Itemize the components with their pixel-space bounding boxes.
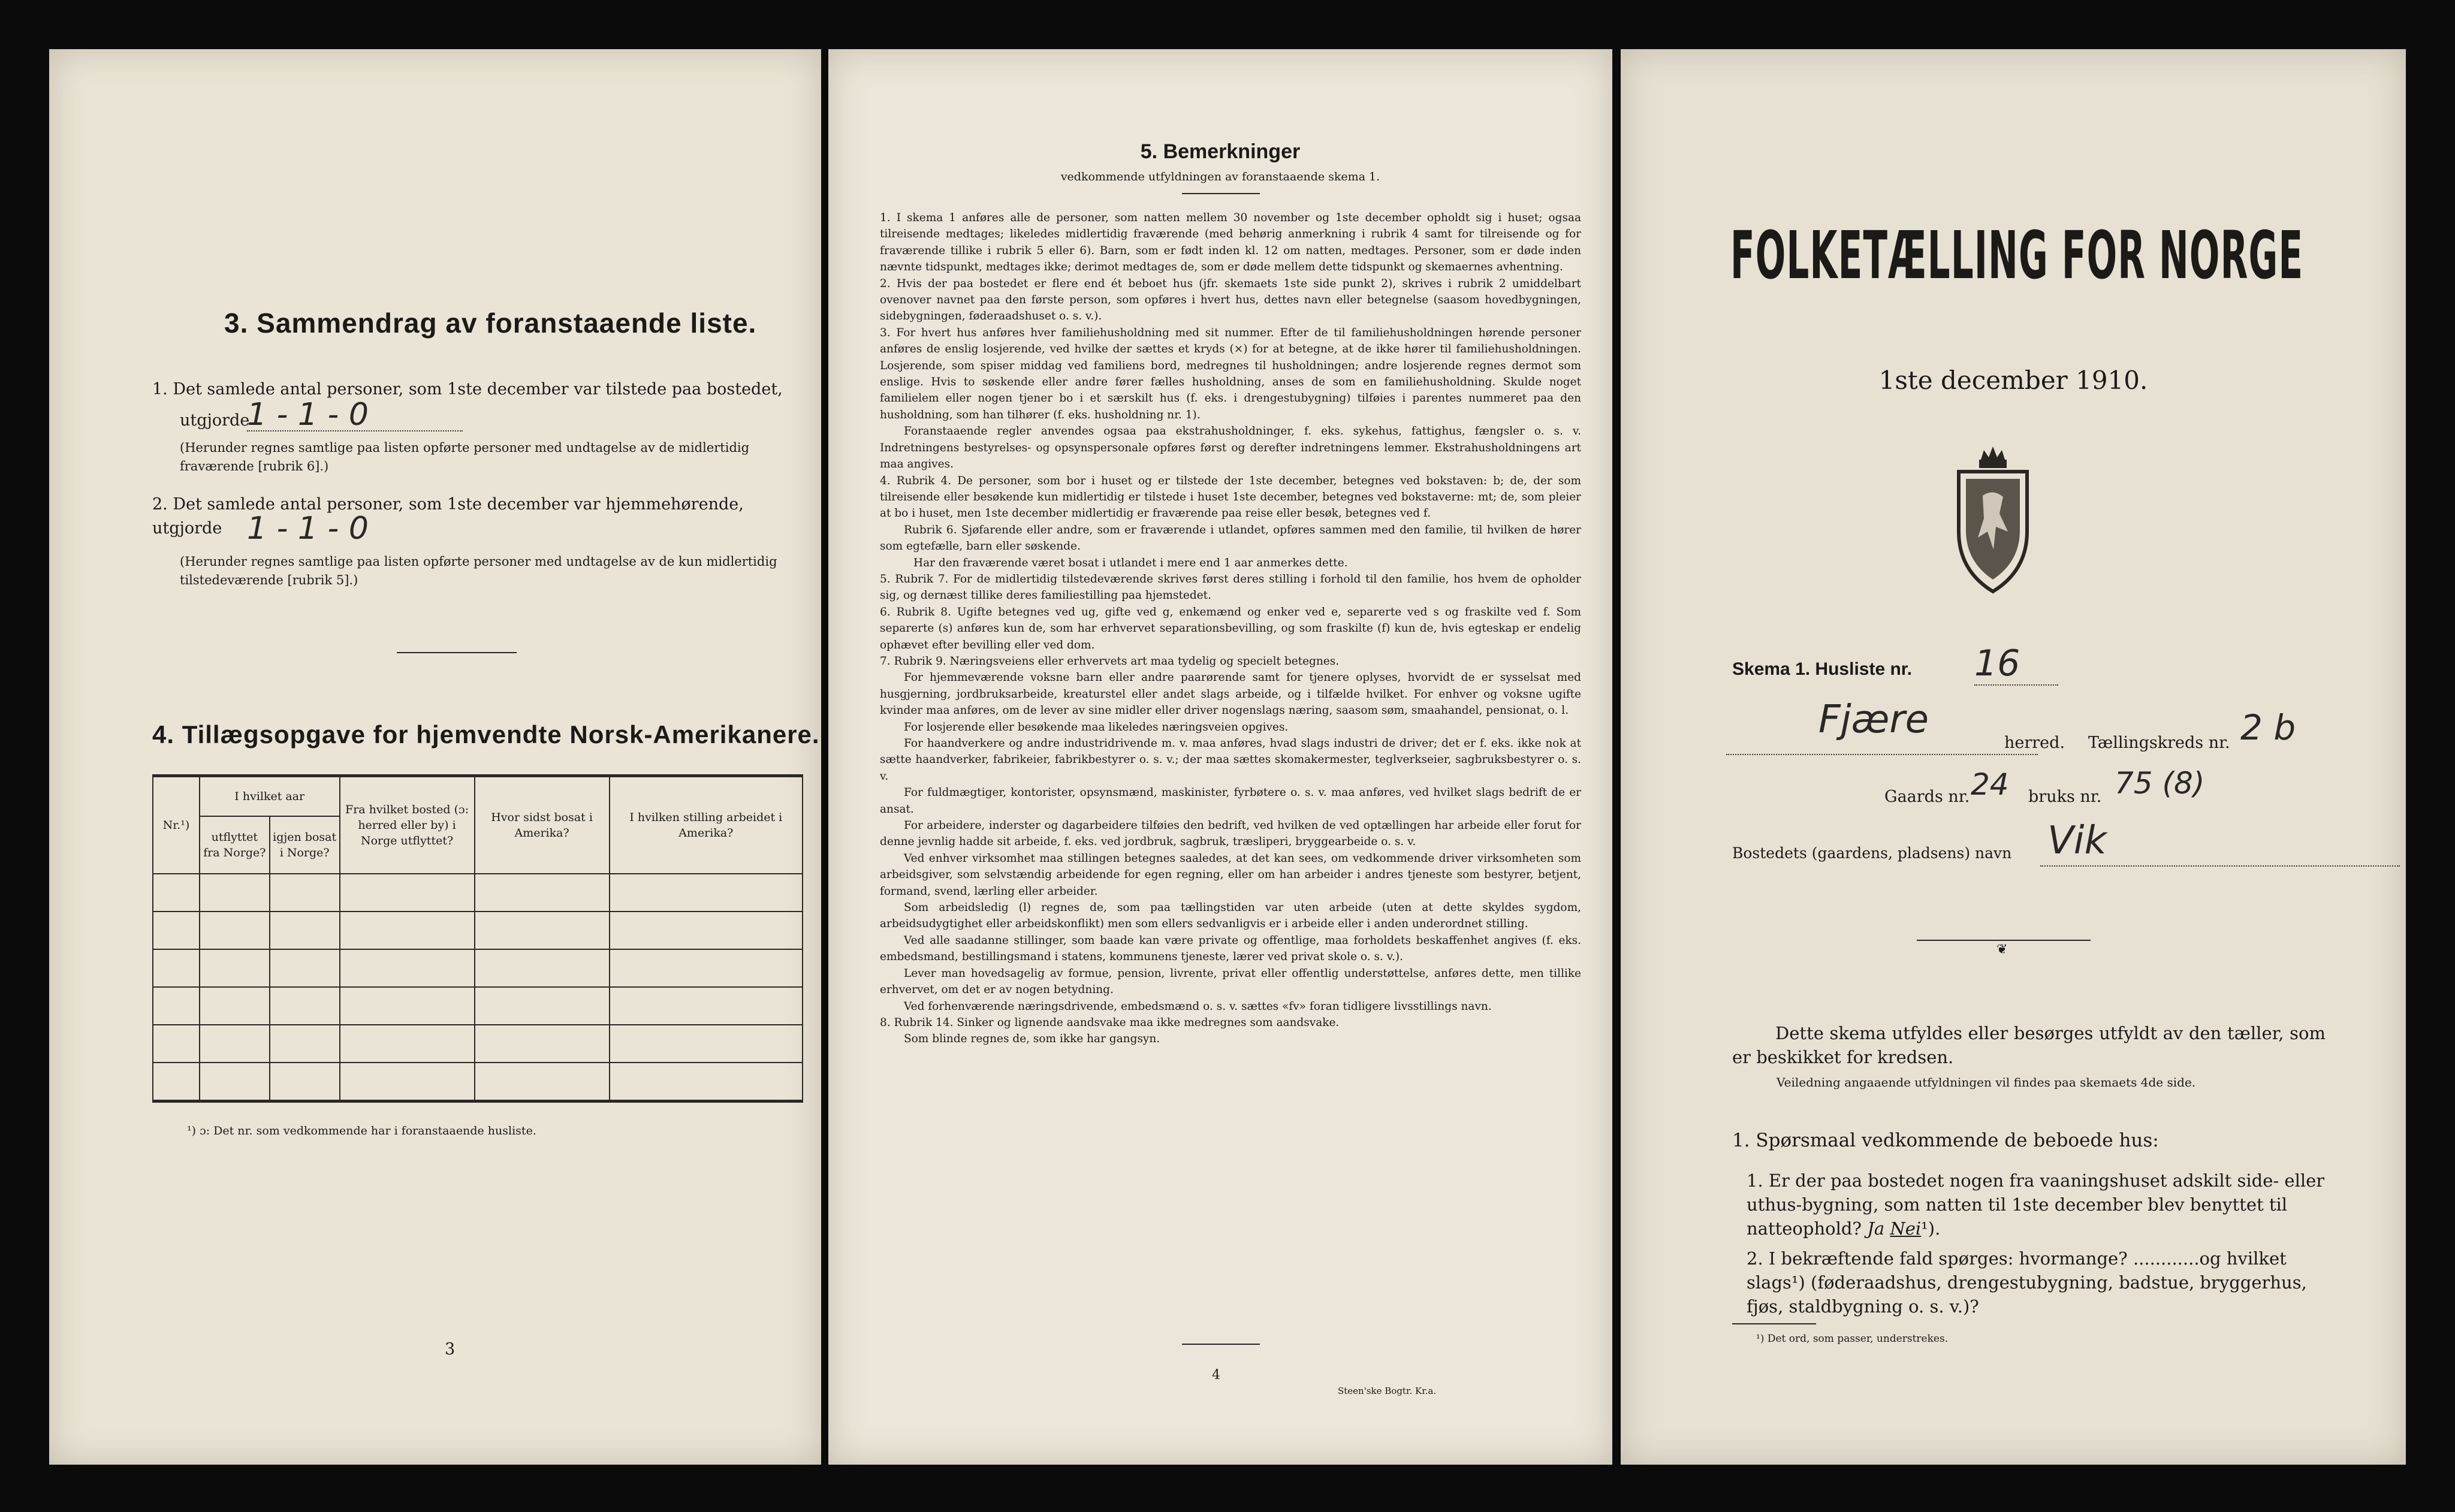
item-2-text: 2. Det samlede antal personer, som 1ste december var hjemmehørende, utgjorde [152, 495, 744, 538]
item-1-utgjorde: utgjorde [180, 411, 250, 430]
page-number: 3 [445, 1340, 456, 1359]
gaards-label: Gaards nr. [1884, 787, 1970, 806]
bosted-value: Vik [2047, 819, 2107, 863]
bruks-label: bruks nr. [2028, 787, 2102, 806]
table-row [153, 874, 803, 912]
remark-item: For fuldmægtiger, kontorister, opsynsmænd, maskinister, fyrbøtere o. s. v. maa anføres, ved hvilket slags bedrift de er ansat. [880, 786, 1581, 816]
remark-item: Som blinde regnes de, som ikke har gangsyn. [904, 1033, 1160, 1046]
remarks-list [880, 210, 1581, 1048]
col-utflyttet: utflyttet fra Norge? [200, 816, 270, 874]
divider [1732, 1323, 1816, 1324]
intro-note: Veiledning angaaende utfyldningen vil findes paa skemaets 4de side. [1777, 1075, 2196, 1090]
bruks-value: 75 (8) [2115, 766, 2205, 801]
remark-item: Rubrik 6. Sjøfarende eller andre, som er fraværende i utlandet, opføres sammen med den familie, til hvilken de hører som egtefælle, barn eller søskende. [880, 523, 1581, 553]
remark-item: 4. Rubrik 4. De personer, som bor i huset og er tilstede der 1ste december, betegnes ved bokstaven: b; de, der som tilreisende eller besøkende kun midlertidig er tilstede i huset 1ste december, betegnes ved bokstaverne: mt; de, som pleier at bo i huset, men 1ste december midlertidig er fraværende paa reise eller besøk, betegnes ved f. [880, 474, 1581, 520]
census-title: FOLKETÆLLING FOR NORGE [1730, 217, 2304, 294]
husliste-nr-value: 16 [1974, 642, 2058, 686]
answer-ja: Ja [1867, 1218, 1885, 1239]
footnote: ¹) Det ord, som passer, understrekes. [1756, 1333, 1949, 1345]
census-date: 1ste december 1910. [1878, 366, 2148, 395]
remark-item: For haandverkere og andre industridrivende m. v. maa anføres, hvad slags industri de driver; det er f. eks. ikke nok at sætte haandverker, fabrikeier, fabrikbestyrer o. s. v.; der maa sættes skomakermester, teglverkseier, sagbruksbestyrer o. s. v. [880, 737, 1581, 783]
ornament-icon: ❦ [1996, 942, 2008, 957]
remark-item: 5. Rubrik 7. For de midlertidig tilstedeværende skrives først deres stilling i forhold til den familie, hos hvem de opholder sig, og dernæst tillike deres familiestilling paa hjemstedet. [880, 572, 1581, 602]
question-1 [1747, 1169, 2328, 1241]
remark-item: 7. Rubrik 9. Næringsveiens eller erhvervets art maa tydelig og specielt betegnes. [880, 654, 1340, 668]
item-2-handwritten-value: 1 - 1 - 0 [247, 511, 369, 547]
item-1-note: (Herunder regnes samtlige paa listen opførte personer med undtagelse av de midlertidig fraværende [rubrik 6].) [180, 440, 750, 473]
remark-item: 3. For hvert hus anføres hver familiehusholdning med sit nummer. Efter de til familiehusholdningen hørende personer anføres de enslig losjerende, ved hvilke der sættes et kryds (×) for at betegne, at de ikke hører til familiehusholdningen. Losjerende, som spiser middag ved familiens bord, medregnes til husholdningen; andre losjerende regnes dermot som enslige. Hvis to søskende eller andre fører fælles husholdning, anses de som en familiehusholdning. Skulde noget familielem eller nogen tjener bo i et særskilt hus (f. eks. i drengestubygning) tilføies i parentes nummeret paa den husholdning, som han tilhører (f. eks. husholdning nr. 1). [880, 326, 1581, 421]
remarks-subtitle: vedkommende utfyldningen av foranstaaende skema 1. [1060, 170, 1380, 183]
remark-item: Ved forhenværende næringsdrivende, embedsmænd o. s. v. sættes «fv» foran tidligere livsstillings navn. [904, 1000, 1492, 1013]
col-group-year: I hvilket aar [200, 776, 340, 817]
krets-label: Tællingskreds nr. [2088, 734, 2230, 752]
remark-item: 8. Rubrik 14. Sinker og lignende aandsvake maa ikke medregnes som aandsvake. [880, 1016, 1340, 1029]
remark-item: Ved alle saadanne stillinger, som baade kan være private og offentlige, maa forholdets beskaffenhet angives (f. eks. embedsmand, bestillingsmand i statens, kommunens tjeneste, lærer ved privat skole o. s. v.). [880, 934, 1581, 964]
remark-item: 1. I skema 1 anføres alle de personer, som natten mellem 30 november og 1ste december opholdt sig i huset; ogsaa tilreisende medtages; likeledes midlertidig fraværende (med behørig anmerkning i rubrik 4 samt for tilreisende og for fraværende tillike i rubrik 5 eller 6). Barn, som er født inden kl. 12 om natten, medtages. Personer, som er døde inden nævnte tidspunkt, medtages ikke; derimot medtages de, som er døde mellem dette tidspunkt og skemaernes avhentning. [880, 212, 1581, 274]
bosted-line [2040, 865, 2400, 867]
divider [1917, 940, 2091, 941]
col-nr: Nr.¹) [153, 776, 200, 874]
item-1-handwritten-value: 1 - 1 - 0 [247, 397, 369, 433]
norsk-amerikanere-table [152, 774, 803, 1103]
skema-label: Skema 1. Husliste nr. [1732, 659, 1913, 679]
table-row [153, 912, 803, 949]
section-4-title: 4. Tillægsopgave for hjemvendte Norsk-Amerikanere. [152, 720, 820, 749]
table-row [153, 949, 803, 987]
questions-title: 1. Spørsmaal vedkommende de beboede hus: [1732, 1130, 2159, 1151]
col-hvor: Hvor sidst bosat i Amerika? [475, 776, 610, 874]
remark-item: Har den fraværende været bosat i utlandet i mere end 1 aar anmerkes dette. [913, 556, 1348, 569]
remarks-title: 5. Bemerkninger [1140, 140, 1301, 163]
table-footnote: ¹) ɔ: Det nr. som vedkommende har i foranstaaende husliste. [187, 1124, 536, 1137]
remark-item: For losjerende eller besøkende maa likeledes næringsveien opgives. [904, 720, 1289, 734]
page-number: 4 [1212, 1368, 1220, 1383]
remark-item: For hjemmeværende voksne barn eller andre paarørende samt for tjenere oplyses, hvorvidt de er sysselsat med husgjerning, jordbruksarbeide, kreaturstel eller andet slags arbeide, og i tilfælde hvilket. For enhver og voksne ugifte kvinder maa anføres, om de lever av sine midler eller driver nogenslags næring, saasom søm, smaahandel, pensionat, o. l. [880, 671, 1581, 717]
herred-value: Fjære [1818, 698, 1929, 742]
table-row [153, 1025, 803, 1063]
remark-item: Foranstaaende regler anvendes ogsaa paa ekstrahusholdninger, f. eks. sykehus, fattighus, fængsler o. s. v. Indretningens bestyrelses- og opsynspersonale opføres først og derefter indretningens lemmer. Ekstrahusholdningens art maa angives. [880, 425, 1581, 471]
remark-item: 6. Rubrik 8. Ugifte betegnes ved ug, gifte ved g, enkemænd og enker ved e, separerte ved s og fraskilte ved f. Som separerte (s) anføres kun de, som har erhvervet separationsbevilling, og som fraskilte (f) kun de, hvis egteskap er endelig ophævet efter bevilling eller ved dom. [880, 605, 1581, 651]
col-igjen: igjen bosat i Norge? [270, 816, 340, 874]
item-2-note: (Herunder regnes samtlige paa listen opførte personer med undtagelse av de kun midlertidig tilstedeværende [rubrik 5].) [180, 554, 777, 587]
page-3-summary [49, 49, 821, 1465]
printer-mark: Steen'ske Bogtr. Kr.a. [1338, 1386, 1437, 1396]
divider [1182, 1344, 1260, 1345]
bosted-label: Bostedets (gaardens, pladsens) navn [1732, 844, 2012, 862]
col-stilling: I hvilken stilling arbeidet i Amerika? [610, 776, 803, 874]
page-4-remarks [828, 49, 1612, 1465]
herred-label: herred. [2004, 734, 2065, 752]
remark-item: For arbeidere, inderster og dagarbeidere tilføies den bedrift, ved hvilken de ved optællingen har arbeide eller forut for denne jevnlig hadde sit arbeide, f. eks. ved jordbruk, sagbruk, træsliperi, bryggearbeide o. s. v. [880, 819, 1581, 849]
answer-footnote-mark: ¹). [1921, 1218, 1941, 1239]
divider [1182, 193, 1260, 194]
krets-value: 2 b [2240, 707, 2296, 748]
table-row [153, 1063, 803, 1101]
item-1-dotted-line [247, 430, 463, 431]
question-2: 2. I bekræftende fald spørges: hvormange? ............og hvilket slags¹) (føderaadshus, drengestubygning, badstue, bryggerhus, fjøs, staldbygning o. s. v.)? [1747, 1248, 2307, 1317]
remark-item: Som arbeidsledig (l) regnes de, som paa tællingstiden var uten arbeide (uten at dette skyldes sygdom, arbeidsudygtighet eller arbeidskonflikt) men som ellers sedvanligvis er i arbeide eller i anden underordnet stilling. [880, 901, 1581, 931]
intro-text: Dette skema utfyldes eller besørges utfyldt av den tæller, som er beskikket for kredsen. [1732, 1023, 2326, 1067]
item-1-text: 1. Det samlede antal personer, som 1ste december var tilstede paa bostedet, [152, 380, 783, 399]
gaards-value: 24 [1971, 767, 2009, 802]
remark-item: Ved enhver virksomhet maa stillingen betegnes saaledes, at det kan sees, om vedkommende driver virksomheten som arbeidsgiver, som selvstændig arbeidende for egen regning, eller om han arbeider i andres tjeneste som bestyrer, betjent, formand, svend, lærling eller arbeider. [880, 852, 1581, 898]
norwegian-coat-of-arms-icon [1953, 442, 2033, 601]
divider [397, 652, 517, 653]
remark-item: Lever man hovedsagelig av formue, pension, livrente, privat eller offentlig understøttelse, anføres dette, men tillike erhvervet, om det er av nogen betydning. [880, 967, 1581, 997]
col-fra: Fra hvilket bosted (ɔ: herred eller by) i Norge utflyttet? [340, 776, 475, 874]
page-1-cover [1621, 49, 2406, 1465]
table-row [153, 987, 803, 1025]
question-1-text: 1. Er der paa bostedet nogen fra vaaningshuset adskilt side- eller uthus-bygning, som natten til 1ste december blev benyttet til natteophold? [1747, 1170, 2325, 1239]
section-3-title: 3. Sammendrag av foranstaaende liste. [224, 307, 757, 339]
answer-nei: Nei [1890, 1218, 1922, 1239]
remark-item: 2. Hvis der paa bostedet er flere end ét beboet hus (jfr. skemaets 1ste side punkt 2), skrives i rubrik 2 umiddelbart ovenover navnet paa den første person, som opføres i hvert hus, dettes navn eller betegnelse (saasom hovedbygningen, sidebygningen, føderaadshuset o. s. v.). [880, 277, 1581, 323]
